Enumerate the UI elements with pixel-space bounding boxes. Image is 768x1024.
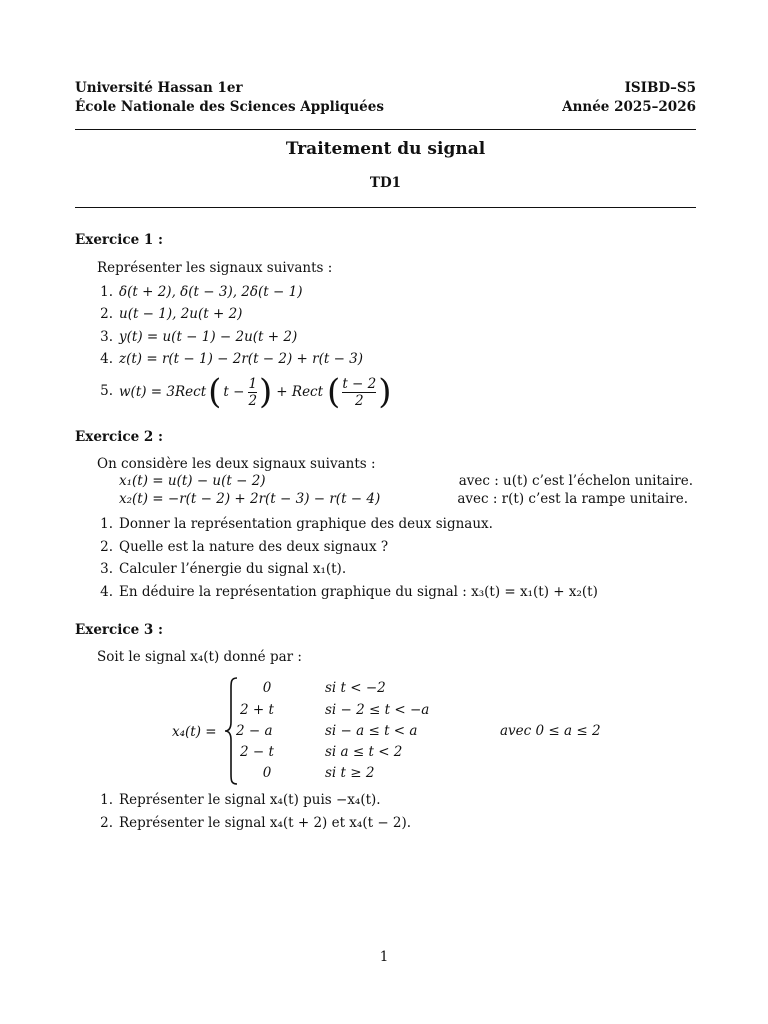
fraction xyxy=(342,376,376,409)
item-number: 5. xyxy=(100,383,113,399)
item-number: 1. xyxy=(100,284,113,300)
item-number: 2. xyxy=(100,539,113,555)
header-rule xyxy=(75,129,696,130)
piecewise-lhs: x₄(t) = xyxy=(172,724,217,740)
case-condition: si − 2 ≤ t < −a xyxy=(325,702,430,718)
signal-x1: x₁(t) = u(t) − u(t − 2) xyxy=(119,473,266,489)
item-text: y(t) = u(t − 1) − 2u(t + 2) xyxy=(119,329,298,345)
right-paren: ) xyxy=(378,372,392,412)
exercise-1-heading: Exercice 1 : xyxy=(75,232,163,248)
case-condition: si t < −2 xyxy=(325,680,386,696)
program-code: ISIBD–S5 xyxy=(624,80,696,96)
case-value: 2 − t xyxy=(240,744,274,760)
item-text: u(t − 1), 2u(t + 2) xyxy=(119,306,243,322)
item-text: Représenter le signal x₄(t + 2) et x₄(t − 2). xyxy=(119,815,412,831)
exercise-3-heading: Exercice 3 : xyxy=(75,622,163,638)
case-value: 0 xyxy=(262,680,272,696)
formula-w xyxy=(119,370,392,414)
case-value: 2 + t xyxy=(240,702,274,718)
denominator: 2 xyxy=(342,392,376,409)
exercise-3-intro: Soit le signal x₄(t) donné par : xyxy=(97,649,302,665)
academic-year: Année 2025–2026 xyxy=(562,99,696,115)
page-number: 1 xyxy=(379,949,389,965)
item-number: 3. xyxy=(100,561,113,577)
formula-part: t − xyxy=(223,384,245,400)
case-condition: si − a ≤ t < a xyxy=(325,723,418,739)
numerator: 1 xyxy=(248,375,258,392)
signal-x2-note: avec : r(t) c’est la rampe unitaire. xyxy=(457,491,688,507)
exercise-1-intro: Représenter les signaux suivants : xyxy=(97,260,333,276)
item-number: 2. xyxy=(100,815,113,831)
item-number: 3. xyxy=(100,329,113,345)
item-number: 1. xyxy=(100,516,113,532)
item-text: Quelle est la nature des deux signaux ? xyxy=(119,539,389,555)
exercise-2-intro: On considère les deux signaux suivants : xyxy=(97,456,376,472)
page-title: Traitement du signal xyxy=(285,139,486,159)
item-text: Calculer l’énergie du signal x₁(t). xyxy=(119,561,347,577)
parameter-constraint: avec 0 ≤ a ≤ 2 xyxy=(500,723,601,739)
exercise-2-heading: Exercice 2 : xyxy=(75,429,163,445)
denominator: 2 xyxy=(248,392,258,409)
item-number: 2. xyxy=(100,306,113,322)
university-name: Université Hassan 1er xyxy=(75,80,243,96)
item-number: 4. xyxy=(100,351,113,367)
item-text: Donner la représentation graphique des deux signaux. xyxy=(119,516,493,532)
right-paren: ) xyxy=(259,372,273,412)
case-value: 0 xyxy=(262,765,272,781)
signal-x2: x₂(t) = −r(t − 2) + 2r(t − 3) − r(t − 4) xyxy=(119,491,381,507)
school-name: École Nationale des Sciences Appliquées xyxy=(75,99,384,115)
formula-part: + Rect xyxy=(276,384,324,400)
title-rule xyxy=(75,207,696,208)
item-text: En déduire la représentation graphique du signal : x₃(t) = x₁(t) + x₂(t) xyxy=(119,584,598,600)
item-text: δ(t + 2), δ(t − 3), 2δ(t − 1) xyxy=(119,284,303,300)
item-text: Représenter le signal x₄(t) puis −x₄(t). xyxy=(119,792,381,808)
case-value: 2 − a xyxy=(236,723,273,739)
case-condition: si t ≥ 2 xyxy=(325,765,375,781)
fraction xyxy=(248,376,257,409)
item-number: 1. xyxy=(100,792,113,808)
item-number: 4. xyxy=(100,584,113,600)
page-subtitle: TD1 xyxy=(369,175,402,191)
left-paren: ( xyxy=(327,372,341,412)
signal-x1-note: avec : u(t) c’est l’échelon unitaire. xyxy=(458,473,693,489)
numerator: t − 2 xyxy=(342,375,377,392)
left-paren: ( xyxy=(208,372,222,412)
item-text: z(t) = r(t − 1) − 2r(t − 2) + r(t − 3) xyxy=(119,351,364,367)
formula-part: w(t) = 3Rect xyxy=(119,384,207,400)
case-condition: si a ≤ t < 2 xyxy=(325,744,403,760)
